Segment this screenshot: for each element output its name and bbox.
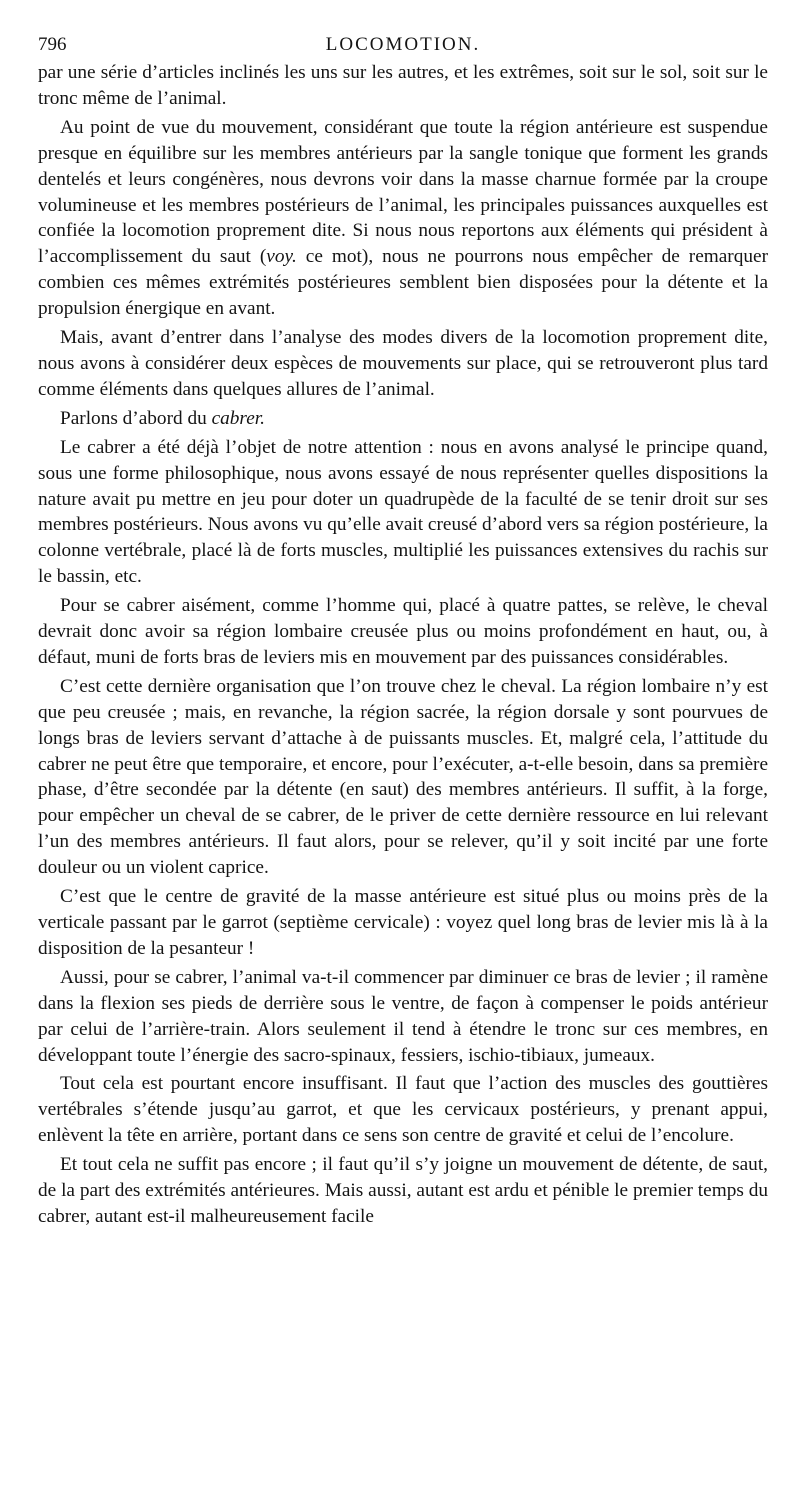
paragraph-9 [38, 965, 768, 1069]
italic-term: cabrer. [211, 407, 265, 429]
page-number: 796 [38, 34, 67, 55]
paragraph-11 [38, 1152, 768, 1230]
paragraph-text: Tout cela est pourtant encore insuffisant. Il faut que l’action des muscles des gouttières vertébrales s’étende jusqu’au garrot, et que les cervicaux postérieurs, y prenant appui, enlèvent la tête en arrière, portant dans ce sens son centre de gravité et celui de l’encolure. [38, 1073, 768, 1147]
body-text [38, 60, 768, 1230]
paragraph-text: C’est que le centre de gravité de la masse antérieure est situé plus ou moins près de la verticale passant par le garrot (septième cervicale) : voyez quel long bras de levier mis là à la disposition de la pesanteur ! [38, 886, 768, 959]
paragraph-text: ce mot), nous ne pourrons nous empêcher de remarquer combien ces mêmes extrémités postérieures semblent bien disposées pour la détente et la propulsion énergique en avant. [38, 246, 768, 320]
paragraph-4 [38, 406, 768, 432]
paragraph-text: Mais, avant d’entrer dans l’analyse des modes divers de la locomotion proprement dite, nous avons à considérer deux espèces de mouvements sur place, qui se retrouveront plus tard comme éléments dans quelques allures de l’animal. [38, 327, 768, 400]
paragraph-5 [38, 435, 768, 590]
italic-reference: voy. [266, 246, 297, 268]
running-head [38, 30, 768, 60]
paragraph-2 [38, 115, 768, 322]
book-page [38, 30, 768, 1230]
paragraph-text: Pour se cabrer aisément, comme l’homme qui, placé à quatre pattes, se relève, le cheval devrait donc avoir sa région lombaire creusée plus ou moins profondément en haut, ou, à défaut, muni de forts bras de leviers mis en mouvement par des puissances considérables. [38, 595, 768, 668]
paragraph-7 [38, 674, 768, 881]
paragraph-text: Et tout cela ne suffit pas encore ; il faut qu’il s’y joigne un mouvement de détente, de saut, de la part des extrémités antérieures. Mais aussi, autant est ardu et pénible le premier temps du cabrer, autant est-il malheureusement facile [38, 1154, 768, 1227]
paragraph-6 [38, 593, 768, 671]
paragraph-8 [38, 884, 768, 962]
paragraph-text: Parlons d’abord du [60, 407, 212, 429]
paragraph-text: Aussi, pour se cabrer, l’animal va-t-il commencer par diminuer ce bras de levier ; il ramène dans la flexion ses pieds de derrière sous le ventre, de façon à compenser le poids antérieur par celui de l’arrière-train. Alors seulement il tend à étendre le tronc sur ces membres, en développant toute l’énergie des sacro-spinaux, fessiers, ischio-tibiaux, jumeaux. [38, 966, 768, 1066]
paragraph-text: C’est cette dernière organisation que l’on trouve chez le cheval. La région lombaire n’y est que peu creusée ; mais, en revanche, la région sacrée, la région dorsale y sont pourvues de longs bras de leviers servant d’attache à de puissants muscles. Et, malgré cela, l’attitude du cabrer ne peut être que temporaire, et encore, pour l’exécuter, a-t-elle besoin, dans sa première phase, d’être secondée par la détente (en saut) des membres antérieurs. Il suffit, à la forge, pour empêcher un cheval de se cabrer, de le priver de cette dernière ressource en lui relevant l’un des membres antérieurs. Il faut alors, pour se relever, qu’il y soit incité par une forte douleur ou un violent caprice. [38, 675, 768, 879]
paragraph-text: Le cabrer a été déjà l’objet de notre attention : nous en avons analysé le principe quand, sous une forme philosophique, nous avons essayé de nous représenter quelles dispositions la nature avait pu mettre en jeu pour doter un quadrupède de la faculté de se tenir droit sur ses membres postérieurs. Nous avons vu qu’elle avait creusé d’abord vers sa région postérieure, la colonne vertébrale, placé là de forts muscles, multiplié les puissances extensives du rachis sur le bassin, etc. [38, 436, 768, 588]
paragraph-3 [38, 325, 768, 403]
paragraph-10 [38, 1071, 768, 1149]
running-title: LOCOMOTION. [325, 34, 481, 55]
paragraph-1 [38, 60, 768, 112]
paragraph-text: Au point de vue du mouvement, considérant que toute la région antérieure est suspendue presque en équilibre sur les membres antérieurs par la sangle tonique que forment les grands dentelés et leurs congénères, nous devrons voir dans la masse charnue formée par la croupe volumineuse et les membres postérieurs de l’animal, les principales puissances auxquelles est confiée la locomotion proprement dite. Si nous nous reportons aux éléments qui président à l’accomplissement du saut ( [38, 116, 768, 268]
paragraph-text: par une série d’articles inclinés les uns sur les autres, et les extrêmes, soit sur le sol, soit sur le tronc même de l’animal. [38, 62, 768, 109]
